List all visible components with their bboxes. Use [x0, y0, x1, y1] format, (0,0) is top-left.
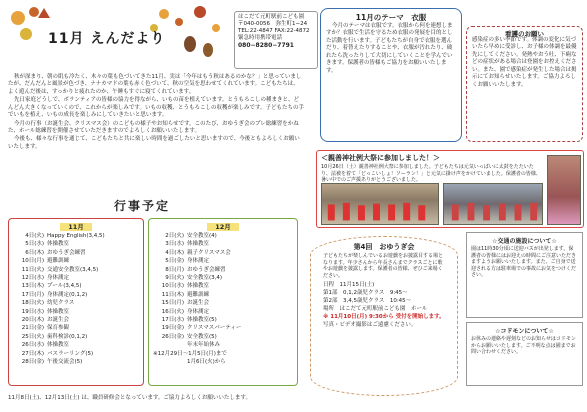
leaf-icon — [38, 8, 50, 18]
leaf-icon — [175, 18, 183, 26]
schedule-date: 27日(木) — [21, 350, 44, 357]
event-photo — [321, 183, 439, 225]
schedule-date: 18日(火) — [21, 300, 44, 307]
schedule-date: 20日(木) — [21, 317, 44, 324]
schedule-date: 16日(火) — [161, 308, 184, 315]
schedule-row — [153, 282, 293, 290]
center-tel-fax: TEL:22-4847 FAX:22-4872 — [238, 27, 310, 34]
emergency-label: 緊急時用携帯電話 — [238, 34, 283, 41]
schedule-row — [153, 291, 293, 299]
schedule-date: 3日(水) — [165, 241, 184, 248]
schedule-row — [13, 324, 139, 332]
schedule-event: 年末年始休み — [187, 342, 221, 349]
leaf-icon — [11, 11, 25, 25]
footer-note: 11月8日(土)、12月13日(土) は、職員研修会となっています。ご協力よろしくお願いいたします。 — [8, 395, 251, 401]
schedule-date: 4日(火) — [25, 233, 44, 239]
schedule-title: 行事予定 — [114, 199, 171, 213]
schedule-date: 25日(火) — [21, 333, 44, 340]
recital-note: ※ 11月10日(月) 9:30から 受付を開始します。 — [323, 313, 445, 320]
traffic-info-title: ☆交通の施設について☆ — [492, 238, 557, 245]
schedule-date: 15日(月) — [161, 300, 184, 307]
schedule-event: 身体測定 — [187, 308, 210, 315]
schedule-event — [187, 350, 293, 358]
month-label: 12月 — [207, 223, 239, 231]
newsletter-title: 11月 えんだより — [48, 31, 166, 47]
schedule-row — [13, 358, 139, 366]
attention-title: 看護のお願い — [505, 30, 544, 38]
schedule-date: 28日(金) — [21, 359, 44, 366]
center-name: はこだて元町駅前こども園 — [238, 14, 305, 20]
schedule-event: 身体測定 — [187, 258, 210, 265]
schedule-event: 避難訓練 — [187, 291, 210, 298]
leaf-icon — [194, 6, 206, 18]
schedule-list — [153, 232, 293, 367]
recital-title: 第4回 おゆうぎ会 — [353, 243, 415, 251]
intro-paragraph: 今後も、様々な行事を通じて、こどもたちと共に楽しい時間を過ごしたいと思いますので、今後ともよろしくお願いいたします。 — [8, 136, 300, 150]
recital-date: 日程 11月15日(土) — [323, 282, 375, 288]
schedule-event: 体操教室(5) — [187, 317, 217, 324]
schedule-row — [153, 266, 293, 274]
schedule-event: 避難訓練 — [47, 258, 70, 265]
schedule-date: 8日(月) — [165, 266, 184, 273]
schedule-date: 5日(水) — [25, 241, 44, 248]
traffic-info-text: 園は11時30分頃に送迎バスが出発します。保護者の皆様にはお迎えの時間にご注意いただきますようお願いいたします。また、ご自身で送迎される方は駐車場での事故にお気をつけください。 — [471, 246, 577, 278]
schedule-row — [153, 240, 293, 248]
event-photo — [547, 155, 581, 225]
emergency-phone: 080−8280−7791 — [238, 41, 294, 49]
codmon-title: ☆コドモンについて☆ — [495, 328, 554, 335]
schedule-row — [153, 341, 293, 349]
recital-venue: 場所 はこだて元町駅前こども園 ホール — [323, 305, 428, 312]
traffic-info-box — [466, 232, 583, 318]
schedule-event: 安全教室(5) — [187, 333, 217, 340]
schedule-row — [153, 274, 293, 282]
schedule-row — [13, 308, 139, 316]
schedule-row — [13, 249, 139, 257]
theme-panel — [320, 8, 462, 142]
recital-part1: 第1部 0,1,2歳児クラス 9:45〜 — [323, 289, 408, 296]
schedule-event: 安全教室(4) — [187, 233, 217, 239]
schedule-december — [148, 218, 298, 386]
schedule-date: 2日(火) — [165, 233, 184, 239]
event-title: ＜親善神社例大祭に参加しました！＞ — [321, 154, 440, 162]
schedule-row — [13, 291, 139, 299]
intro-paragraph: 秋が深まり、朝の肌も冷たく、木々の葉も色づいてきた11月、実は「今年はもう秋はあるのかな？」と思っていましたが、だんだんと風景が色づき、ナナカマドの葉も赤く色づいて、秋の空気を思わせてくれています。こどもたちは、よく遊んだ後は、すっかりと疲れたのか、午睡もすぐに寝てくれています。 — [8, 74, 302, 95]
schedule-row — [13, 232, 139, 240]
schedule-event: 身体測定(0,1,2) — [47, 291, 88, 298]
schedule-row — [13, 341, 139, 349]
schedule-row — [13, 257, 139, 265]
schedule-event: Happy English(3,4,5) — [47, 233, 105, 239]
schedule-date: 10日(月) — [21, 258, 44, 265]
schedule-date: 4日(木) — [165, 249, 184, 256]
attention-panel — [466, 26, 583, 142]
schedule-event: 親子クリスマス会 — [187, 249, 231, 256]
schedule-november — [8, 218, 144, 386]
schedule-row — [13, 274, 139, 282]
theme-title: 11月のテーマ 衣服 — [355, 13, 427, 22]
schedule-row — [153, 350, 293, 358]
schedule-event: お誕生会 — [47, 317, 70, 324]
schedule-date — [153, 341, 187, 349]
center-address: 〒040-0056 弥生町1−24 — [238, 20, 308, 27]
schedule-row — [13, 266, 139, 274]
schedule-date: 21日(金) — [21, 325, 44, 332]
schedule-row — [153, 308, 293, 316]
event-report-box — [316, 150, 584, 228]
schedule-date: 19日(水) — [21, 308, 44, 315]
schedule-date: 17日(月) — [21, 291, 44, 298]
schedule-row — [153, 299, 293, 307]
leaf-icon — [159, 9, 169, 19]
schedule-row — [13, 299, 139, 307]
schedule-row — [153, 257, 293, 265]
event-text: 10月26日（土）親善神社例大祭に参加しました。子どもたちは元気いっぱいに太鼓をたたいたり、法被を着て「どっこいしょ！ソーラン！」と元気に掛け声をかけていました。保護者の皆様、暑い中でのご声援ありがとうございました。 — [321, 164, 541, 183]
center-info-box — [234, 11, 318, 69]
month-label: 11月 — [60, 223, 92, 231]
schedule-date: 26日(金) — [161, 333, 184, 340]
schedule-event: 体操教室 — [47, 342, 70, 349]
schedule-row — [153, 324, 293, 332]
schedule-row — [13, 240, 139, 248]
codmon-text: お休みの連絡や遅刻などのお知らせはコドモンからお願いいたします。ご不明な点は園までお問い合わせください。 — [471, 336, 576, 355]
recital-notice — [310, 236, 458, 396]
schedule-row — [13, 333, 139, 341]
schedule-date: 9日(火) — [165, 275, 184, 282]
leaf-icon — [29, 7, 39, 17]
schedule-event: 安全教室(3,4) — [187, 275, 223, 282]
schedule-event: 体操教室 — [187, 283, 210, 290]
schedule-date: 10日(水) — [161, 283, 184, 290]
schedule-event: おゆうぎ会練習 — [47, 249, 86, 256]
schedule-event: 保育参観 — [47, 325, 70, 332]
schedule-date: 17日(水) — [161, 317, 184, 324]
schedule-date: 11日(火) — [21, 266, 44, 273]
schedule-event: 体操教室 — [47, 241, 70, 248]
schedule-date: 26日(水) — [21, 342, 44, 349]
recital-note2: 写真・ビデオ撮影はご遠慮ください。 — [323, 321, 417, 328]
schedule-event: 体操教室 — [47, 308, 70, 315]
schedule-event: 午後交流会(5) — [47, 359, 83, 366]
leaf-icon — [20, 28, 32, 40]
schedule-row — [13, 316, 139, 324]
schedule-event: バスラーリング(5) — [47, 350, 94, 357]
schedule-event: お誕生会 — [187, 300, 210, 307]
event-photo — [443, 183, 543, 225]
schedule-event: 身体測定 — [47, 275, 70, 282]
leaf-icon — [212, 24, 220, 32]
schedule-event: 歯科検診(0,1,2) — [47, 333, 88, 340]
schedule-date — [153, 358, 187, 366]
codmon-info-box — [466, 322, 583, 386]
schedule-event: プール(3,4,5) — [47, 283, 82, 290]
attention-text: 感染症の多い季節です。体調の変化に気づいたら早めに受診し、お子様の体調を最優先にしてください。発熱やおう吐、下痢などの症状がある場合は登園をお控えください。また、園で感染症が発生した場合は掲示にてお知らせいたします。ご協力よろしくお願いいたします。 — [472, 37, 577, 88]
schedule-event: おゆうぎ会練習 — [187, 266, 226, 273]
theme-text: 今月のテーマは衣服です。衣服から何を連想しますか？衣服で生活を守るため衣服の発展を目的とした活動を行います。子どもたちが自身で衣服を選んだり、着替えたりすることや、衣服が汚れたり、破れたら洗ったりして大切にしていくことを学んでいきます。保護者の皆様もご協力をお願いいたします。 — [326, 23, 453, 74]
recital-text: 子どもたちが楽しんでいるお遊戯をお披露目する場となります。年少さんから年長さんまでクラスごとに歌やお遊戯を披露します。保護者の皆様、ぜひご来場ください。 — [323, 253, 444, 279]
recital-part2: 第2部 3,4,5歳児クラス 10:45〜 — [323, 297, 412, 304]
schedule-date: 5日(金) — [165, 258, 184, 265]
intro-paragraph: 今月の行事（お誕生会、クリスマス会）のこどもの様子やお知らせです。このたび、おゆうぎ会のプレ総練習をかねた、ホール総練習を開催させていただきますのでよろしくお願いいたします。 — [8, 120, 299, 134]
schedule-row — [13, 350, 139, 358]
schedule-row — [153, 333, 293, 341]
schedule-date: ※12月29日〜1月5日(月)まで — [153, 350, 227, 357]
acorn-icon — [203, 43, 213, 57]
schedule-event: クリスマスパーティー — [187, 325, 242, 332]
schedule-list — [13, 232, 139, 367]
schedule-row — [153, 358, 293, 366]
schedule-event: 交通安全教室(3,4,5) — [47, 266, 99, 273]
schedule-date: 6日(木) — [25, 249, 44, 256]
schedule-date: 19日(金) — [161, 325, 184, 332]
schedule-event: 1月6日(火)から — [187, 359, 226, 366]
intro-paragraph: 先日家庭どうしで、ボランティアの皆様の協力を得ながら、いもの苗を植えています。とうもろこしの種まきと、どんどん大きくなっていくので、これからが楽しみです。いもの収穫、とうもろこしの収穫が楽しみです。子どもたちの手でいもを植え、いもの成長を楽しみにしていきたいと思います。 — [8, 97, 305, 119]
schedule-row — [13, 282, 139, 290]
schedule-row — [153, 316, 293, 324]
schedule-date: 11日(木) — [161, 291, 184, 298]
schedule-row — [153, 232, 293, 240]
schedule-date: 13日(木) — [21, 283, 44, 290]
acorn-icon — [184, 36, 196, 52]
schedule-date: 12日(水) — [21, 275, 44, 282]
intro-text — [8, 74, 304, 152]
schedule-event: 体操教室 — [187, 241, 210, 248]
schedule-event: 幼児クラス — [47, 300, 75, 307]
schedule-row — [153, 249, 293, 257]
